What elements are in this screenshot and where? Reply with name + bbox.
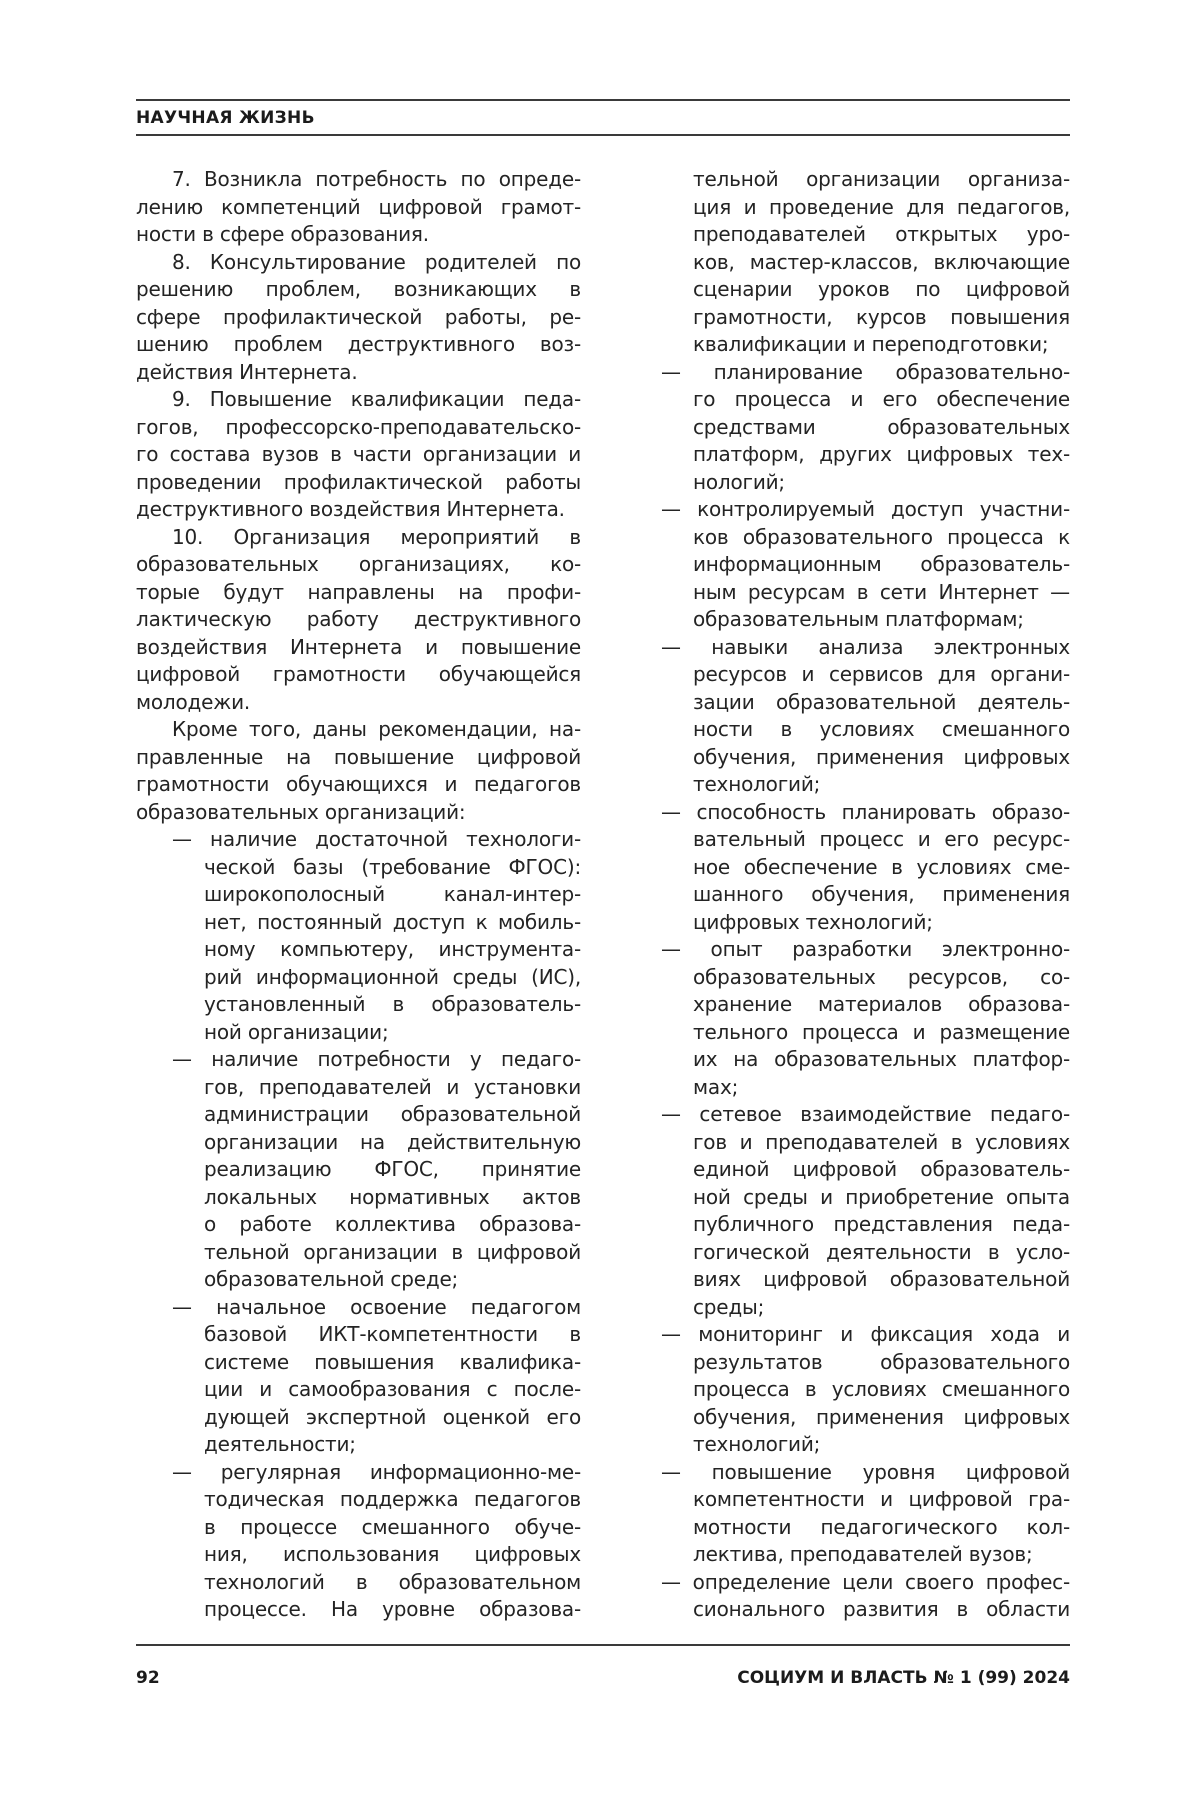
text-line: платформ, других цифровых тех- — [693, 442, 1070, 466]
text-line: ности в сфере образования. — [136, 222, 429, 246]
text-line: преподавателей открытых уро- — [693, 222, 1070, 246]
text-line: торые будут направлены на профи- — [136, 579, 581, 604]
text-line: решению проблем, возникающих в — [136, 277, 581, 301]
paragraph — [136, 249, 581, 387]
column-left — [136, 166, 581, 1624]
text-line: технологий в образовательном — [204, 1569, 581, 1594]
text-line: вательный процесс и его ресурс- — [693, 827, 1070, 851]
text-line: цифровых технологий; — [693, 909, 933, 934]
text-line: средствами образовательных — [693, 414, 1070, 439]
text-line: ной среды и приобретение опыта — [693, 1184, 1070, 1209]
text-line: нологий; — [693, 469, 785, 494]
text-line: процессе. На уровне образова- — [204, 1597, 581, 1621]
text-line: обучения, применения цифровых — [693, 744, 1070, 769]
text-line: виях цифровой образовательной — [693, 1267, 1070, 1291]
text-line: лактическую работу деструктивного — [136, 607, 581, 631]
text-line: ческой базы (требование ФГОС): — [204, 854, 581, 879]
text-line: ции и самообразования с после- — [204, 1377, 581, 1401]
text-line: реализацию ФГОС, принятие — [204, 1157, 581, 1181]
text-line: зации образовательной деятель- — [693, 689, 1070, 714]
text-line: ному компьютеру, инструмента- — [204, 937, 581, 961]
column-right — [625, 166, 1070, 1624]
text-line: ков образовательного процесса к — [693, 524, 1070, 549]
text-line: системе повышения квалифика- — [204, 1349, 581, 1374]
text-line: публичного представления педа- — [693, 1212, 1070, 1236]
journal-reference: СОЦИУМ И ВЛАСТЬ № 1 (99) 2024 — [737, 1668, 1070, 1688]
text-line: ция и проведение для педагогов, — [693, 194, 1070, 219]
text-line: их на образовательных платфор- — [693, 1047, 1070, 1071]
text-line: гогической деятельности в усло- — [693, 1239, 1070, 1264]
text-line: дующей экспертной оценкой его — [204, 1404, 581, 1429]
bullet-item — [625, 1569, 1070, 1624]
text-line: технологий; — [693, 772, 821, 796]
text-line: образовательной среде; — [204, 1267, 459, 1291]
text-line: 9. Повышение квалификации педа- — [172, 387, 581, 411]
bullet-item — [625, 799, 1070, 937]
paragraph — [136, 524, 581, 717]
text-line: ным ресурсам в сети Интернет — — [693, 579, 1070, 604]
bullet-item — [625, 1101, 1070, 1321]
text-line: — мониторинг и фиксация хода и — [661, 1322, 1070, 1346]
bullet-item — [625, 496, 1070, 634]
text-line: 10. Организация мероприятий в — [172, 524, 581, 549]
text-line: технологий; — [693, 1432, 821, 1456]
text-line: воздействия Интернета и повышение — [136, 634, 581, 659]
text-line: нет, постоянный доступ к мобиль- — [204, 909, 581, 934]
text-line: образовательных ресурсов, со- — [693, 964, 1070, 989]
bullet-item — [136, 1046, 581, 1294]
paragraph — [136, 386, 581, 524]
text-line: ресурсов и сервисов для органи- — [693, 662, 1070, 686]
text-line: среды; — [693, 1294, 765, 1319]
text-line: проведении профилактической работы — [136, 469, 581, 494]
text-line: грамотности обучающихся и педагогов — [136, 772, 581, 796]
text-line: действия Интернета. — [136, 359, 358, 384]
text-line: образовательным платформам; — [693, 607, 1024, 631]
bullet-item — [136, 826, 581, 1046]
text-line: — сетевое взаимодействие педаго- — [661, 1102, 1070, 1126]
text-line: организации на действительную — [204, 1129, 581, 1154]
text-columns — [136, 166, 1070, 1624]
text-line: о работе коллектива образова- — [204, 1212, 581, 1236]
text-line: — планирование образовательно- — [661, 359, 1070, 384]
text-line: мах; — [693, 1074, 739, 1099]
text-line: мотности педагогического кол- — [693, 1514, 1070, 1539]
text-line: тодическая поддержка педагогов — [204, 1487, 581, 1511]
text-line: лектива, преподавателей вузов; — [693, 1542, 1033, 1566]
text-line: в процессе смешанного обуче- — [204, 1514, 581, 1539]
page-header — [136, 99, 1070, 136]
text-line: образовательных организаций: — [136, 799, 466, 824]
bullet-item — [625, 1459, 1070, 1569]
text-line: гогов, профессорско-преподавательско- — [136, 414, 581, 439]
bullet-item — [136, 1459, 581, 1624]
text-line: 7. Возникла потребность по опреде- — [172, 167, 581, 191]
text-line: локальных нормативных актов — [204, 1184, 581, 1209]
text-line: сфере профилактической работы, ре- — [136, 304, 581, 329]
text-line: Кроме того, даны рекомендации, на- — [172, 717, 581, 741]
text-line: шанного обучения, применения — [693, 882, 1070, 906]
text-line: — наличие потребности у педаго- — [172, 1047, 581, 1071]
text-line: деструктивного воздействия Интернета. — [136, 497, 565, 521]
text-line: сценарии уроков по цифровой — [693, 277, 1070, 301]
text-line: — определение цели своего профес- — [661, 1569, 1070, 1594]
text-line: ной организации; — [204, 1019, 389, 1044]
section-header: НАУЧНАЯ ЖИЗНЬ — [136, 108, 315, 128]
text-line: тельной организации в цифровой — [204, 1239, 581, 1264]
paragraph — [136, 166, 581, 249]
text-line: результатов образовательного — [693, 1349, 1070, 1374]
text-line: широкополосный канал-интер- — [204, 882, 581, 906]
bullet-item — [136, 1294, 581, 1459]
text-line: установленный в образователь- — [204, 992, 581, 1016]
text-line: администрации образовательной — [204, 1102, 581, 1126]
text-line: — начальное освоение педагогом — [172, 1294, 581, 1319]
text-line: квалификации и переподготовки; — [693, 332, 1049, 356]
text-line: гов и преподавателей в условиях — [693, 1129, 1070, 1154]
text-line: тельного процесса и размещение — [693, 1019, 1070, 1044]
page-footer — [136, 1668, 1070, 1688]
text-line: ния, использования цифровых — [204, 1542, 581, 1566]
text-line: — повышение уровня цифровой — [661, 1459, 1070, 1484]
text-line: базовой ИКТ-компетентности в — [204, 1322, 581, 1346]
bullet-item — [625, 1321, 1070, 1459]
text-line: рий информационной среды (ИС), — [204, 964, 581, 989]
page-number: 92 — [136, 1668, 160, 1688]
text-line: ков, мастер-классов, включающие — [693, 249, 1070, 274]
text-line: хранение материалов образова- — [693, 992, 1070, 1016]
text-line: грамотности, курсов повышения — [693, 304, 1070, 329]
paragraph — [136, 716, 581, 826]
footer-rule — [136, 1644, 1070, 1646]
text-line: образовательных организациях, ко- — [136, 552, 581, 576]
text-line: информационным образователь- — [693, 552, 1070, 576]
bullet-item — [625, 359, 1070, 497]
text-line: — наличие достаточной технологи- — [172, 827, 581, 851]
text-line: го процесса и его обеспечение — [693, 387, 1070, 411]
text-line: гов, преподавателей и установки — [204, 1074, 581, 1099]
text-line: ное обеспечение в условиях сме- — [693, 854, 1070, 879]
text-line: 8. Консультирование родителей по — [172, 249, 581, 274]
text-line: тельной организации организа- — [693, 167, 1070, 191]
text-line: — способность планировать образо- — [661, 799, 1070, 824]
text-line: шению проблем деструктивного воз- — [136, 332, 581, 356]
text-line: цифровой грамотности обучающейся — [136, 662, 581, 686]
text-line: ности в условиях смешанного — [693, 717, 1070, 741]
bullet-continuation — [625, 166, 1070, 359]
text-line: процесса в условиях смешанного — [693, 1377, 1070, 1401]
text-line: — регулярная информационно-ме- — [172, 1459, 581, 1484]
text-line: го состава вузов в части организации и — [136, 442, 581, 466]
text-line: сионального развития в области — [693, 1597, 1070, 1621]
text-line: единой цифровой образователь- — [693, 1157, 1070, 1181]
text-line: обучения, применения цифровых — [693, 1404, 1070, 1429]
text-line: правленные на повышение цифровой — [136, 744, 581, 769]
text-line: деятельности; — [204, 1432, 356, 1456]
text-line: компетентности и цифровой гра- — [693, 1487, 1070, 1511]
text-line: — навыки анализа электронных — [661, 634, 1070, 659]
text-line: — опыт разработки электронно- — [661, 937, 1070, 961]
text-line: лению компетенций цифровой грамот- — [136, 194, 581, 219]
text-line: молодежи. — [136, 689, 251, 714]
bullet-item — [625, 634, 1070, 799]
text-line: — контролируемый доступ участни- — [661, 497, 1070, 521]
bullet-item — [625, 936, 1070, 1101]
